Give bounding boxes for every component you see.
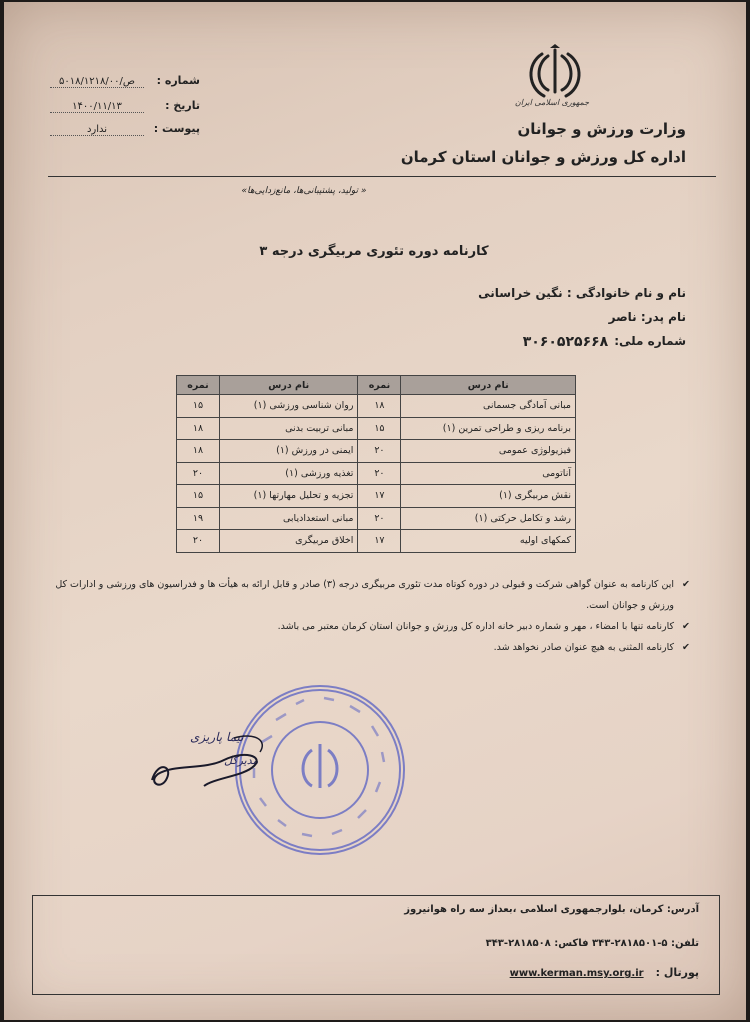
number-value: ۵۰۱۸/ص/۱۲۱۸/۰۰ [50,76,144,88]
national-id-label: شماره ملی: [614,334,686,348]
grades-header-row [177,376,576,395]
footer-phones: تلفن: ۵-۲۸۱۸۵۰۱-۳۴۳ فاکس: ۲۸۱۸۵۰۸-۳۴۳ [485,938,699,949]
table-row [177,417,576,440]
score-cell: ۱۵ [177,395,220,418]
handwritten-signature [144,730,274,810]
portal-link[interactable]: www.kerman.msy.org.ir [509,968,644,979]
score-cell: ۱۸ [177,440,220,463]
score-header: نمره [177,376,220,395]
score-cell: ۲۰ [358,440,401,463]
letter-attachment-row [50,122,200,136]
course-name-cell: نقش مربیگری (۱) [401,485,576,508]
grades-table [176,375,576,553]
course-name-cell: مبانی استعدادیابی [220,507,358,530]
full-name-field: نام و نام خانوادگی : نگین خراسانی [478,286,686,300]
score-cell: ۲۰ [358,507,401,530]
score-cell: ۱۸ [177,417,220,440]
footer-address: آدرس: کرمان، بلوارجمهوری اسلامی ،بعداز سه راه هوانیروز [404,904,699,915]
document-title: کارنامه دوره تئوری مربیگری درجه ۳ [259,244,489,259]
date-value: ۱۴۰۰/۱۱/۱۳ [50,101,144,113]
score-cell: ۱۹ [177,507,220,530]
score-cell: ۱۷ [358,530,401,553]
score-cell: ۱۵ [358,417,401,440]
score-cell: ۱۸ [358,395,401,418]
emblem-caption: جمهوری اسلامی ایران [514,98,590,107]
father-name-field: نام پدر: ناصر [608,310,686,324]
course-name-header: نام درس [220,376,358,395]
footer-portal [510,966,699,979]
signer-title: مدیرکل [224,754,259,767]
department-title: اداره کل ورزش و جوانان استان کرمان [400,148,686,166]
course-name-cell: مبانی آمادگی جسمانی [401,395,576,418]
signer-name: نیما پاریزی [190,730,244,744]
date-label: تاریخ : [165,99,200,112]
checkmark-icon: ✔ [682,579,690,590]
course-name-cell: تغذیه ورزشی (۱) [220,462,358,485]
course-name-cell: آناتومی [401,462,576,485]
number-label: شماره : [156,74,200,87]
course-name-cell: ایمنی در ورزش (۱) [220,440,358,463]
course-name-cell: اخلاق مربیگری [220,530,358,553]
table-row [177,462,576,485]
header-divider [48,176,716,177]
attachment-label: پیوست : [153,122,200,135]
note-item [40,574,690,616]
footer-box [32,895,720,995]
course-name-cell: کمکهای اولیه [401,530,576,553]
course-name-cell: برنامه ریزی و طراحی تمرین (۱) [401,417,576,440]
table-row [177,395,576,418]
table-row [177,530,576,553]
course-name-cell: رشد و تکامل حرکتی (۱) [401,507,576,530]
score-cell: ۲۰ [177,462,220,485]
table-row [177,485,576,508]
letter-date-row [50,99,200,113]
document-page [4,2,746,1020]
note-item [40,616,690,637]
note-text: کارنامه تنها با امضاء ، مهر و شماره دبیر خانه اداره کل ورزش و جوانان استان کرمان معتبر می باشد. [277,621,674,632]
score-cell: ۱۵ [177,485,220,508]
score-header: نمره [358,376,401,395]
score-cell: ۱۷ [358,485,401,508]
note-text: کارنامه المثنی به هیچ عنوان صادر نخواهد شد. [493,642,674,653]
checkmark-icon: ✔ [682,642,690,653]
score-cell: ۲۰ [358,462,401,485]
course-name-cell: فیزیولوژی عمومی [401,440,576,463]
portal-label: پورتال : [655,966,699,979]
attachment-value: ندارد [50,124,144,136]
course-name-cell: روان شناسی ورزشی (۱) [220,395,358,418]
letter-number-row [50,74,200,88]
national-id-field [523,334,686,350]
slogan: « تولید، پشتیبانی‌ها، مانع‌زدایی‌ها» [241,186,367,196]
table-row [177,507,576,530]
checkmark-icon: ✔ [682,621,690,632]
score-cell: ۲۰ [177,530,220,553]
course-name-cell: تجزیه و تحلیل مهارتها (۱) [220,485,358,508]
national-id-value: ۳۰۶۰۵۲۵۶۶۸ [522,334,609,350]
course-name-cell: مبانی تربیت بدنی [220,417,358,440]
notes-list [40,574,690,658]
table-row [177,440,576,463]
note-item [40,637,690,658]
ministry-title: وزارت ورزش و جوانان [517,120,686,138]
note-text: این کارنامه به عنوان گواهی شرکت و قبولی در دوره کوتاه مدت تئوری مربیگری درجه (۳) صادر و قابل ارائه به هیأت ها و فدراسیون های ورزشی و ادارات کل ورزش و جوانان است. [55,579,674,611]
course-name-header: نام درس [401,376,576,395]
